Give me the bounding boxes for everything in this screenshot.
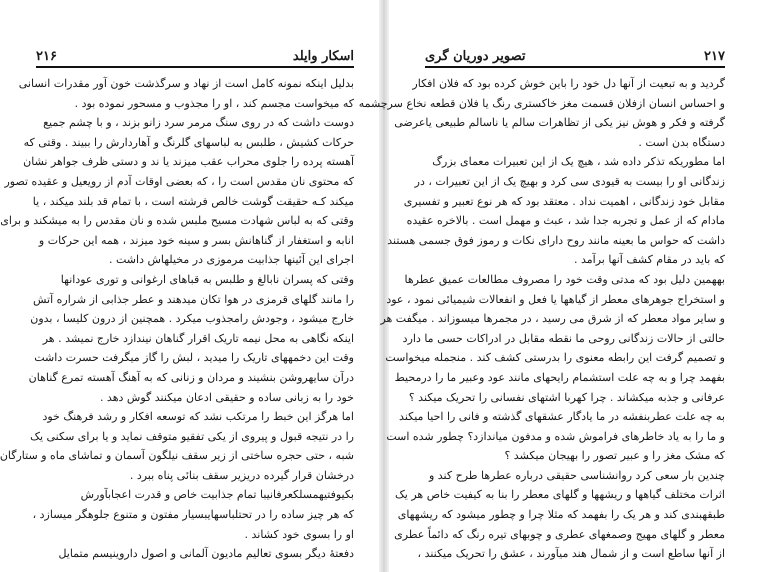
- text-line: که مشک مغز را و عبیر تصور را بهیجان میکشد ؟: [504, 449, 725, 463]
- text-line: طبقهبندی کند و هر یک را بفهمد که مثلا چرا و چطور میشود که ریشههای: [397, 508, 725, 522]
- text-line: حرکات کشیش ، طلبس به لباسهای گلرنگ و آهاردارش را ببیند . وقتی که: [23, 135, 354, 149]
- book-gutter: [379, 0, 389, 572]
- text-line: و تصمیم گرفت این رابطه معنوی را بدرستی کشف کند . منجمله میخواست: [385, 351, 725, 365]
- text-line: مادام که از عمل و تجربه جدا شد ، عبث و مهمل است . بالاخره عقیده: [406, 214, 725, 228]
- text-line: دفعتهٔ دیگر بسوی تعالیم مادیون آلمانی و اصول داروینیسم متمایل: [58, 547, 354, 561]
- text-line: بفهمد چرا و به چه علت استشمام رایحهای مانند عود وعبیر ما را درمحیط: [394, 370, 725, 384]
- text-line: از آنها ساطع است و از شمال هند میآورند ، عشق را تحریک میکنند ،: [417, 547, 725, 561]
- text-line: خارج میشود ، وجودش رامجذوب میکرد . همچنین از درون کلیسا ، بدون: [30, 312, 354, 326]
- text-line: بههمین دلیل بود که مدتی وقت خود را مصروف مطالعات عمیق عطرها: [404, 272, 725, 286]
- text-line: درآن سایهروشن بنشیند و مردان و زنانی که به آهنگ آهسته تمرع گناهان: [28, 370, 354, 384]
- text-line: حالتی از حالات زندگانی روحی ما نقطه مقابل در ادراکات حسی ما دارد: [402, 331, 725, 345]
- right-header-rule: [425, 66, 725, 68]
- text-line: گردید و به تبعیت از آنها دل خود را باین خوش کرده بود که فلان افکار: [412, 77, 725, 90]
- text-line: که میخواست مجسم کند ، او را مجذوب و مسحور نموده بود .: [74, 96, 354, 110]
- text-line: و سایر مواد معطر که از شرق می رسید ، در مجمرها میسوزاند . میگفت هر: [380, 312, 725, 326]
- right-page-header: [425, 44, 725, 64]
- text-line: عرفانی و جذبه میکشاند . چرا کهربا اشتهای نفسانی را تحریک میکند ؟: [408, 390, 725, 404]
- text-line: او را بسوی خود کشاند .: [244, 527, 354, 541]
- text-line: که باید در مقام کشف آنها برآمد .: [573, 253, 725, 267]
- left-page-header: [36, 44, 354, 64]
- text-line: بکیوفتیهمسلکعرفانیبا تمام جذابیت خاص و قدرت اعجابآورش: [80, 488, 354, 502]
- text-line: مقابل خود زندگانی ، اهمیت نداد . معتقد بود که هر نوع تعبیر و تفسیری: [403, 194, 725, 208]
- text-line: بدلیل اینکه نمونه کامل است از نهاد و سرگذشت خون آور مقدرات انسانی: [18, 77, 354, 90]
- left-page-body: [0, 74, 354, 564]
- text-line: دستگاه بدن است .: [638, 135, 725, 149]
- text-line: به چه علت عطربنفشه در ما یادگار عشقهای گذشته و فانی را احیا میکند: [399, 410, 725, 424]
- text-line: اجرای این آئینها جذابیت مرموزی در مخیلهاش داشت .: [109, 253, 354, 267]
- text-line: درخشان قرار گیرده دریزیر سقف بنائی پناه ببرد .: [129, 468, 354, 482]
- text-line: زندگانی او را بیست به قیودی سی کرد و بهیچ یک از این تعبیرات ، در: [414, 174, 725, 188]
- text-line: اما مطوریکه تذکر داده شد ، هیچ یک از این تعبیرات معمای بزرگ: [432, 155, 725, 169]
- text-line: داشت که حواس ما بعینه مانند روح دارای نکات و رموز فوق جسمی هستند: [387, 233, 725, 247]
- left-running-title: اسکار وایلد: [292, 49, 354, 64]
- text-line: که محتوی نان مقدس است را ، که بعضی اوقات آدم از رویعیل و عقیده تصور: [4, 174, 354, 188]
- text-line: اثرات مختلف گیاهها و ریشهها و گلهای معطر را بنا به کیفیت خاص هر یک: [394, 488, 725, 502]
- right-page-number: ۲۱۷: [704, 49, 725, 64]
- text-line: دوست داشت که در روی سنگ مرمر سرد زانو بزند ، و با چشم جمیع: [43, 116, 354, 130]
- text-line: را در نتیجه قبول و پیروی از یکی تفقیو متوقف نماید و یا برای سکنی یک: [30, 429, 354, 443]
- text-line: معطر و گلهای مهیج وصمغهای عطری و چوبهای تیره رنگ که دائماً عطری: [394, 527, 725, 541]
- text-line: وقتی که پسران نابالغ و طلبس به قباهای ارغوانی و توری عودانها: [60, 272, 354, 286]
- text-line: وقت این دخمههای تاریک را میدید ، لبش را گاز میگرفت حسرت داشت: [34, 351, 354, 365]
- text-line: شبه ، حتی حجره ساختی از زیر سقف نیلگون آسمان و تماشای ماه و ستارگان: [0, 449, 354, 463]
- text-line: و استخراج جوهرهای معطر از گیاهها یا فعل و انفعالات شیمیائی نمود ، عود: [386, 292, 725, 306]
- text-line: اینکه نگاهی به محل نیمه تاریک اقرار گناهان نیندازد خارج نمیشد . هر: [42, 331, 354, 345]
- text-line: اما هرگز این خبط را مرتکب نشد که توسعه افکار و رشد فرهنگ خود: [42, 410, 354, 424]
- text-line: و احساس انسان ازفلان قسمت مغز خاکستری رنگ یا فلان قطعه نخاع سرچشمه: [358, 96, 725, 110]
- text-line: را مانند گلهای قرمزی در هوا تکان میدهند و عطر جذابی از شراره آتش: [33, 292, 354, 306]
- text-line: میکند کـه حقیقت گوشت خالص فرشته است ، با تمام قد بلند میکند ، یا: [32, 194, 354, 208]
- text-line: آهسته پرده را جلوی محراب عقب میزند یا ند و دستی ظرف جواهر نشان: [23, 155, 354, 169]
- text-line: وقتی که به لباس شهادت مسیح ملبس شده و نان مقدس را به میشکند و برای: [0, 214, 354, 228]
- text-line: انابه و استغفار از گناهانش بسر و سینه خود میزند ، همه این حرکات و: [38, 233, 354, 247]
- text-line: و ما را به یاد خاطرهای فراموش شده و مدفون میاندازد؟ چطور شده است: [386, 429, 725, 443]
- text-line: چندین بار سعی کرد روانشناسی حقیقی درباره عطرها طرح کند و: [428, 468, 725, 482]
- left-header-rule: [36, 66, 354, 68]
- right-page: [358, 0, 768, 572]
- text-line: خود را به زبانی ساده و حقیقی ادعان میکنند گوش دهد .: [99, 390, 354, 404]
- text-line: گرفته و فکر و هوش نیز یکی از تظاهرات سالم یا ناسالم طبیعی یاعرضی: [394, 116, 725, 130]
- right-page-body: [358, 74, 725, 564]
- right-running-title: تصویر دوریان گری: [425, 49, 526, 64]
- left-page: [0, 0, 379, 572]
- left-page-number: ۲۱۶: [36, 49, 57, 64]
- text-line: که هر چیز ساده را در تحتلباسهایبسیار مفتون و متنوع جلوهگر میسازد ،: [32, 508, 354, 522]
